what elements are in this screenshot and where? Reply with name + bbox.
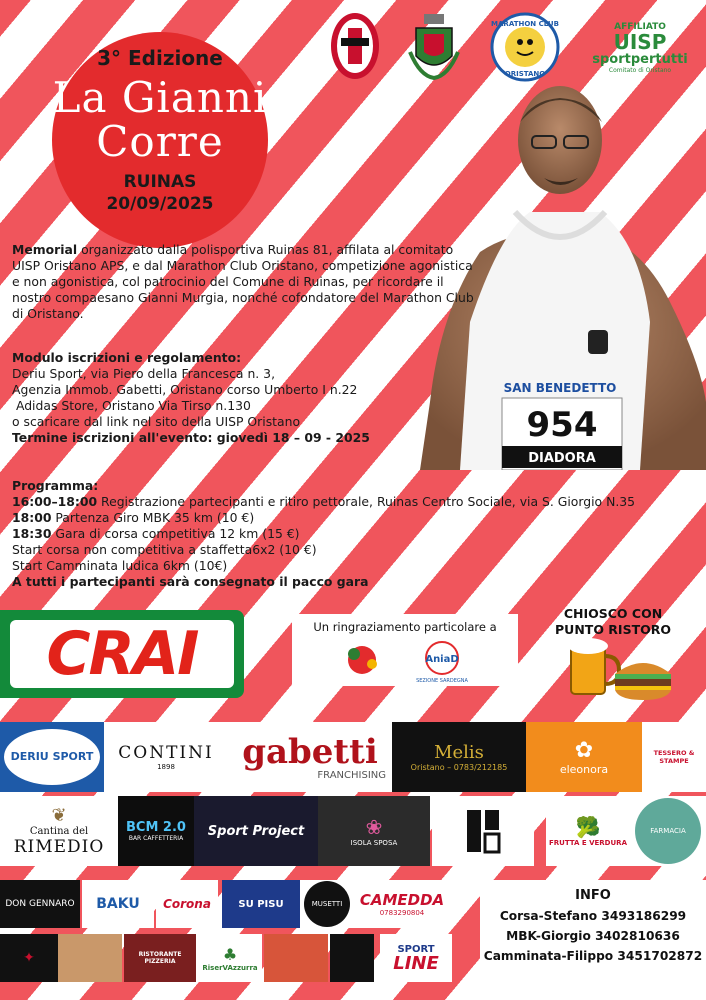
registration-deadline: Termine iscrizioni all'evento: giovedì 18 – 09 - 2025 bbox=[12, 430, 370, 445]
thanks-text: Un ringraziamento particolare a bbox=[313, 620, 497, 634]
bib-brand: DIADORA bbox=[528, 451, 596, 466]
sponsor-riservazzurra bbox=[198, 934, 262, 982]
info-contact-camminata: Camminata-Filippo 3451702872 bbox=[483, 949, 703, 963]
sponsor-melis bbox=[392, 722, 526, 792]
aniad-sub: SEZIONE SARDEGNA bbox=[416, 678, 468, 684]
registration-line: Adidas Store, Oristano Via Tirso n.130 bbox=[12, 398, 251, 413]
event-date: 20/09/2025 bbox=[106, 194, 214, 214]
registration-title: Modulo iscrizioni e regolamento: bbox=[12, 350, 242, 365]
isola-flower-icon: ❀ bbox=[365, 815, 383, 839]
printer-logo-icon bbox=[463, 806, 503, 856]
musetti-label: MUSETTI bbox=[311, 900, 343, 908]
sponsor-black bbox=[330, 934, 374, 982]
sponsor-don-gennaro bbox=[0, 880, 80, 928]
program-time: 16:00–18:00 bbox=[12, 494, 98, 509]
sponsor-corona bbox=[156, 880, 218, 928]
sponsor-sport-line bbox=[380, 934, 452, 982]
don-gennaro-label: DON GENNARO bbox=[5, 899, 75, 909]
info-contact-corsa: Corsa-Stefano 3493186299 bbox=[499, 909, 687, 923]
program-time: 18:00 bbox=[12, 510, 52, 525]
program-time: 18:30 bbox=[12, 526, 52, 541]
deriu-sport-label: DERIU SPORT bbox=[10, 750, 94, 763]
memorial-lead: Memorial bbox=[12, 242, 78, 257]
chiosco-line1: CHIOSCO CON bbox=[563, 606, 663, 621]
sponsor-photo bbox=[58, 934, 122, 982]
tree-icon: ♣ bbox=[222, 944, 238, 964]
chiosco-line2: PUNTO RISTORO bbox=[555, 622, 671, 637]
shirt-brand: SAN BENEDETTO bbox=[503, 381, 617, 395]
ristorante-label: RISTORANTE PIZZERIA bbox=[138, 951, 182, 965]
isola-sposa-label: ISOLA SPOSA bbox=[350, 839, 398, 847]
event-place: RUINAS bbox=[123, 172, 197, 192]
corona-label: Corona bbox=[163, 897, 211, 911]
program-item bbox=[12, 542, 702, 558]
eleonora-label: eleonora bbox=[559, 763, 609, 776]
crai-logo: CRAI bbox=[46, 619, 198, 689]
uisp-affiliato: AFFILIATO bbox=[614, 22, 666, 32]
sponsor-tommy bbox=[0, 934, 58, 982]
program-section bbox=[12, 478, 702, 590]
sponsor-su-pisu bbox=[222, 880, 300, 928]
comune-ruinas-logo bbox=[406, 12, 462, 82]
program-title: Programma: bbox=[12, 478, 99, 493]
melis-phone: Oristano – 0783/212185 bbox=[410, 763, 508, 772]
sponsor-contini bbox=[104, 722, 228, 792]
sponsor-isola-sposa bbox=[318, 796, 430, 866]
program-text: Gara di corsa competitiva 12 km (15 €) bbox=[51, 526, 300, 541]
line-label: LINE bbox=[393, 952, 439, 974]
melis-label: Melis bbox=[434, 742, 484, 763]
sponsor-eleonora bbox=[526, 722, 642, 792]
tessere-label: TESSERO & STAMPE bbox=[653, 749, 695, 765]
sport-project-label: Sport Project bbox=[207, 823, 305, 839]
svg-text:MARATHON CLUB: MARATHON CLUB bbox=[491, 20, 559, 28]
marathon-club-logo bbox=[490, 12, 560, 82]
info-contact-mbk: MBK-Giorgio 3402810636 bbox=[506, 929, 680, 943]
memorial-paragraph bbox=[12, 242, 482, 322]
cantina-emblem-icon: ❦ bbox=[51, 805, 67, 826]
registration-line: Deriu Sport, via Piero della Francesca n. 3, bbox=[12, 366, 276, 381]
program-item bbox=[12, 558, 702, 574]
program-text: Registrazione partecipanti e ritiro pettorale, Ruinas Centro Sociale, via S. Giorgio N.35 bbox=[97, 494, 636, 509]
info-title: INFO bbox=[575, 888, 611, 903]
camedda-phone: 0783290804 bbox=[379, 909, 425, 917]
farmacia-label: FARMACIA bbox=[650, 827, 686, 835]
title-circle bbox=[52, 32, 268, 248]
contini-year: 1898 bbox=[157, 763, 175, 771]
gabetti-franchising: FRANCHISING bbox=[317, 769, 386, 781]
frutta-verdura-label: FRUTTA E VERDURA bbox=[549, 839, 627, 847]
program-item bbox=[12, 526, 702, 542]
sponsor-ristorante-pizzeria bbox=[124, 934, 196, 982]
sponsor-farmacia bbox=[630, 796, 706, 866]
sponsor-food bbox=[264, 934, 328, 982]
registration-line: Agenzia Immob. Gabetti, Oristano corso Umberto I n.22 bbox=[12, 382, 358, 397]
bcm-label: BCM 2.0 bbox=[126, 820, 186, 835]
info-box bbox=[480, 880, 706, 1000]
sponsor-camedda bbox=[354, 880, 450, 928]
sport-line-label: SPORT bbox=[397, 943, 435, 955]
crai-sponsor bbox=[0, 610, 244, 698]
uisp-comitato: Comitato di Oristano bbox=[608, 67, 672, 74]
gabetti-label: gabetti bbox=[242, 731, 378, 772]
program-closing: A tutti i partecipanti sarà consegnato il pacco gara bbox=[12, 574, 369, 589]
event-name-line2: Corre bbox=[96, 117, 224, 166]
camedda-label: CAMEDDA bbox=[359, 891, 445, 909]
tommy-icon: ✦ bbox=[23, 950, 35, 966]
memorial-text: organizzato dalla polisportiva Ruinas 81, affilata al comitato UISP Oristano APS, e dal Marathon Club Oristano, competizione agonistica e non agonistica, col patrocinio del Comune di Ruinas, per ricordare il nostro compaesano Gianni Murgia, nonché cofondatore del Marathon Club di Oristano. bbox=[12, 242, 474, 321]
sponsor-gabetti bbox=[228, 722, 392, 792]
registration-line: o scaricare dal link nel sito della UISP Oristano bbox=[12, 414, 301, 429]
event-name bbox=[52, 73, 268, 166]
flower-icon: ✿ bbox=[574, 738, 594, 763]
sponsor-tipografia bbox=[432, 796, 534, 866]
uisp-name: UISP bbox=[613, 30, 667, 54]
baku-label: BAKU bbox=[96, 896, 140, 912]
uisp-logo bbox=[590, 18, 690, 78]
runner-bib: 954 bbox=[526, 405, 598, 445]
comune-crest-icon bbox=[406, 12, 462, 82]
su-pisu-label: SU PISU bbox=[238, 898, 284, 910]
sponsor-deriu-sport bbox=[0, 722, 104, 792]
edition-label: 3° Edizione bbox=[97, 46, 223, 70]
aniad-logo: AniaD bbox=[425, 654, 459, 665]
registration-section bbox=[12, 350, 482, 446]
beer-burger-icon bbox=[553, 638, 673, 702]
riservazzurra-label: RiserVAzzurra bbox=[202, 963, 258, 972]
polisportiva-crest-icon bbox=[330, 12, 380, 80]
polisportiva-logo bbox=[330, 12, 380, 80]
sponsor-tessere bbox=[642, 722, 706, 792]
event-name-line1: La Gianni bbox=[52, 73, 268, 122]
program-item bbox=[12, 510, 702, 526]
sponsor-sport-project bbox=[194, 796, 318, 866]
sponsor-musetti bbox=[300, 880, 354, 928]
sponsor-cantina-rimedio bbox=[0, 796, 118, 866]
program-item bbox=[12, 494, 702, 510]
cantina-label: Cantina del bbox=[29, 826, 89, 837]
sponsor-bcm bbox=[118, 796, 194, 866]
contini-label: CONTINI bbox=[118, 743, 214, 763]
sponsor-baku bbox=[82, 880, 154, 928]
uisp-tagline: sportpertutti bbox=[592, 52, 688, 67]
thanks-box bbox=[292, 614, 518, 686]
sponsor-nicola-pinna bbox=[546, 796, 630, 866]
program-text: Partenza Giro MBK 35 km (10 €) bbox=[51, 510, 255, 525]
program-text: Start corsa non competitiva a staffetta6x2 (10 €) bbox=[12, 542, 317, 557]
marathon-club-icon bbox=[490, 12, 560, 82]
rimedio-label: RIMEDIO bbox=[13, 837, 105, 857]
svg-text:ORISTANO: ORISTANO bbox=[504, 70, 546, 78]
program-text: Start Camminata ludica 6km (10€) bbox=[12, 558, 228, 573]
vegetables-icon: 🥦 bbox=[575, 815, 601, 839]
chiosco-box bbox=[528, 606, 698, 706]
bcm-sub: BAR CAFFETTERIA bbox=[128, 835, 184, 842]
thanks-logos bbox=[292, 634, 518, 684]
